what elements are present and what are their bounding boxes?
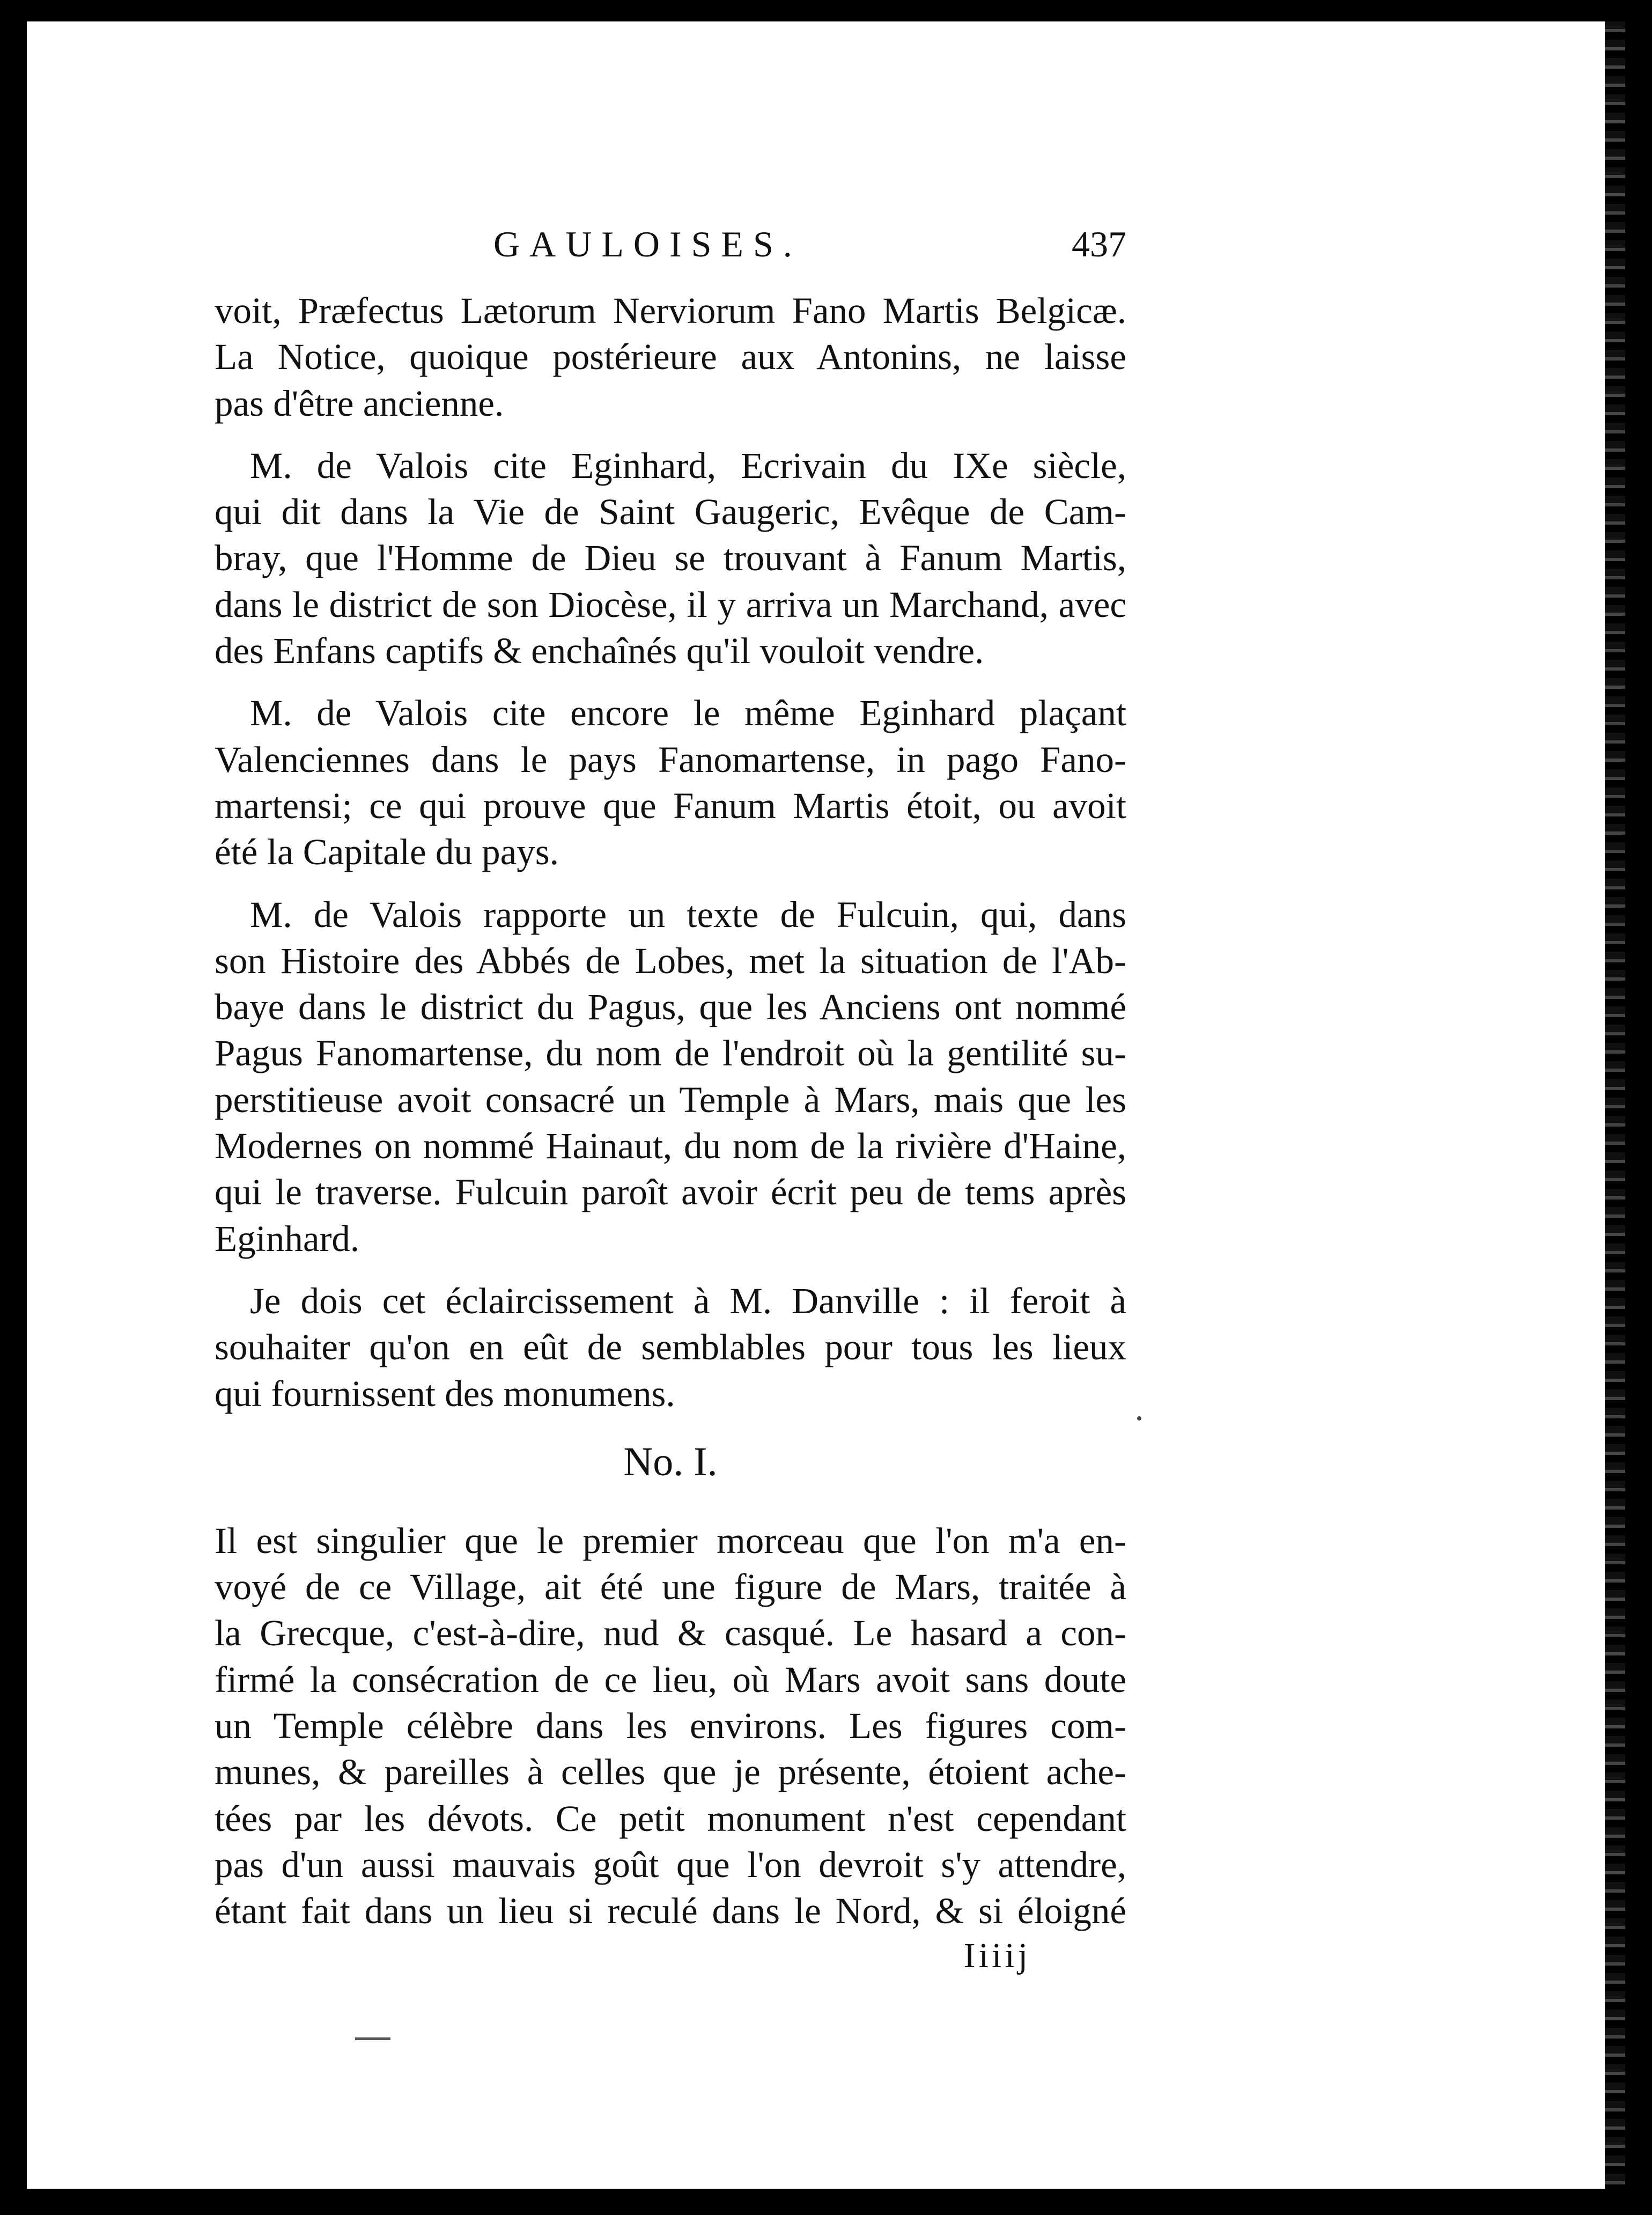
text-line: M. de Valois rapporte un texte de Fulcuin, qui, dans <box>250 894 1126 935</box>
paragraph-4 <box>215 892 1126 1262</box>
book-page <box>27 21 1625 2189</box>
text-line: La Notice, quoique postérieure aux Antonins, ne laisse <box>215 336 1126 378</box>
text-line: firmé la consécration de ce lieu, où Mars avoit sans doute <box>215 1659 1126 1700</box>
paragraph-5 <box>215 1278 1126 1417</box>
text-line: Eginhard. <box>215 1218 360 1259</box>
signature-mark-text: Iiiij <box>963 1936 1031 1975</box>
ink-mark <box>355 2037 390 2040</box>
text-line: qui dit dans la Vie de Saint Gaugeric, Evêque de Cam- <box>215 491 1126 533</box>
text-line: M. de Valois cite Eginhard, Ecrivain du IXe siècle, <box>250 445 1126 486</box>
text-line: Pagus Fanomartense, du nom de l'endroit où la gentilité su- <box>215 1033 1126 1074</box>
text-line: la Grecque, c'est-à-dire, nud & casqué. Le hasard a con- <box>215 1613 1126 1654</box>
ink-speck <box>1137 1416 1141 1421</box>
text-line: voit, Præfectus Lætorum Nerviorum Fano Martis Belgicæ. <box>215 290 1126 331</box>
text-line: été la Capitale du pays. <box>215 831 559 873</box>
text-line: Il est singulier que le premier morceau que l'on m'a en- <box>215 1520 1126 1561</box>
text-line: son Histoire des Abbés de Lobes, met la situation de l'Ab- <box>215 940 1126 981</box>
running-head <box>215 223 1126 288</box>
text-line: M. de Valois cite encore le même Eginhard plaçant <box>250 693 1126 734</box>
text-line: perstitieuse avoit consacré un Temple à Mars, mais que les <box>215 1079 1126 1120</box>
text-line: voyé de ce Village, ait été une figure de Mars, traitée à <box>215 1566 1126 1608</box>
text-line: martensi; ce qui prouve que Fanum Martis étoit, ou avoit <box>215 785 1126 826</box>
text-block <box>215 223 1126 1984</box>
text-line: des Enfans captifs & enchaînés qu'il vouloit vendre. <box>215 630 984 672</box>
text-line: qui le traverse. Fulcuin paroît avoir écrit peu de tems après <box>215 1172 1126 1213</box>
text-line: qui fournissent des monumens. <box>215 1373 675 1414</box>
text-line: Valenciennes dans le pays Fanomartense, in pago Fano- <box>215 739 1126 780</box>
text-line: souhaiter qu'on en eût de semblables pour tous les lieux <box>215 1327 1126 1368</box>
running-head-title: GAULOISES. <box>493 224 802 264</box>
page-number: 437 <box>1072 224 1126 264</box>
section-paragraph-1 <box>215 1518 1126 1934</box>
text-line: bray, que l'Homme de Dieu se trouvant à Fanum Martis, <box>215 538 1126 579</box>
text-line: pas d'un aussi mauvais goût que l'on devroit s'y attendre, <box>215 1844 1126 1885</box>
text-line: munes, & pareilles à celles que je présente, étoient ache- <box>215 1752 1126 1793</box>
text-line: Je dois cet éclaircissement à M. Danville : il feroit à <box>250 1280 1126 1321</box>
text-line: pas d'être ancienne. <box>215 382 504 424</box>
text-line: tées par les dévots. Ce petit monument n'est cependant <box>215 1798 1126 1839</box>
paragraph-1 <box>215 288 1126 426</box>
scan-edge <box>1605 21 1625 2189</box>
text-line: Modernes on nommé Hainaut, du nom de la rivière d'Haine, <box>215 1125 1126 1167</box>
paragraph-3 <box>215 690 1126 875</box>
paragraph-2 <box>215 443 1126 674</box>
text-line: dans le district de son Diocèse, il y arriva un Marchand, avec <box>215 584 1126 625</box>
signature-mark <box>215 1934 1126 1984</box>
text-line: baye dans le district du Pagus, que les Anciens ont nommé <box>215 987 1126 1028</box>
text-line: un Temple célèbre dans les environs. Les figures com- <box>215 1705 1126 1747</box>
text-line: étant fait dans un lieu si reculé dans le Nord, & si éloigné <box>215 1890 1126 1932</box>
section-heading: No. I. <box>623 1439 718 1484</box>
